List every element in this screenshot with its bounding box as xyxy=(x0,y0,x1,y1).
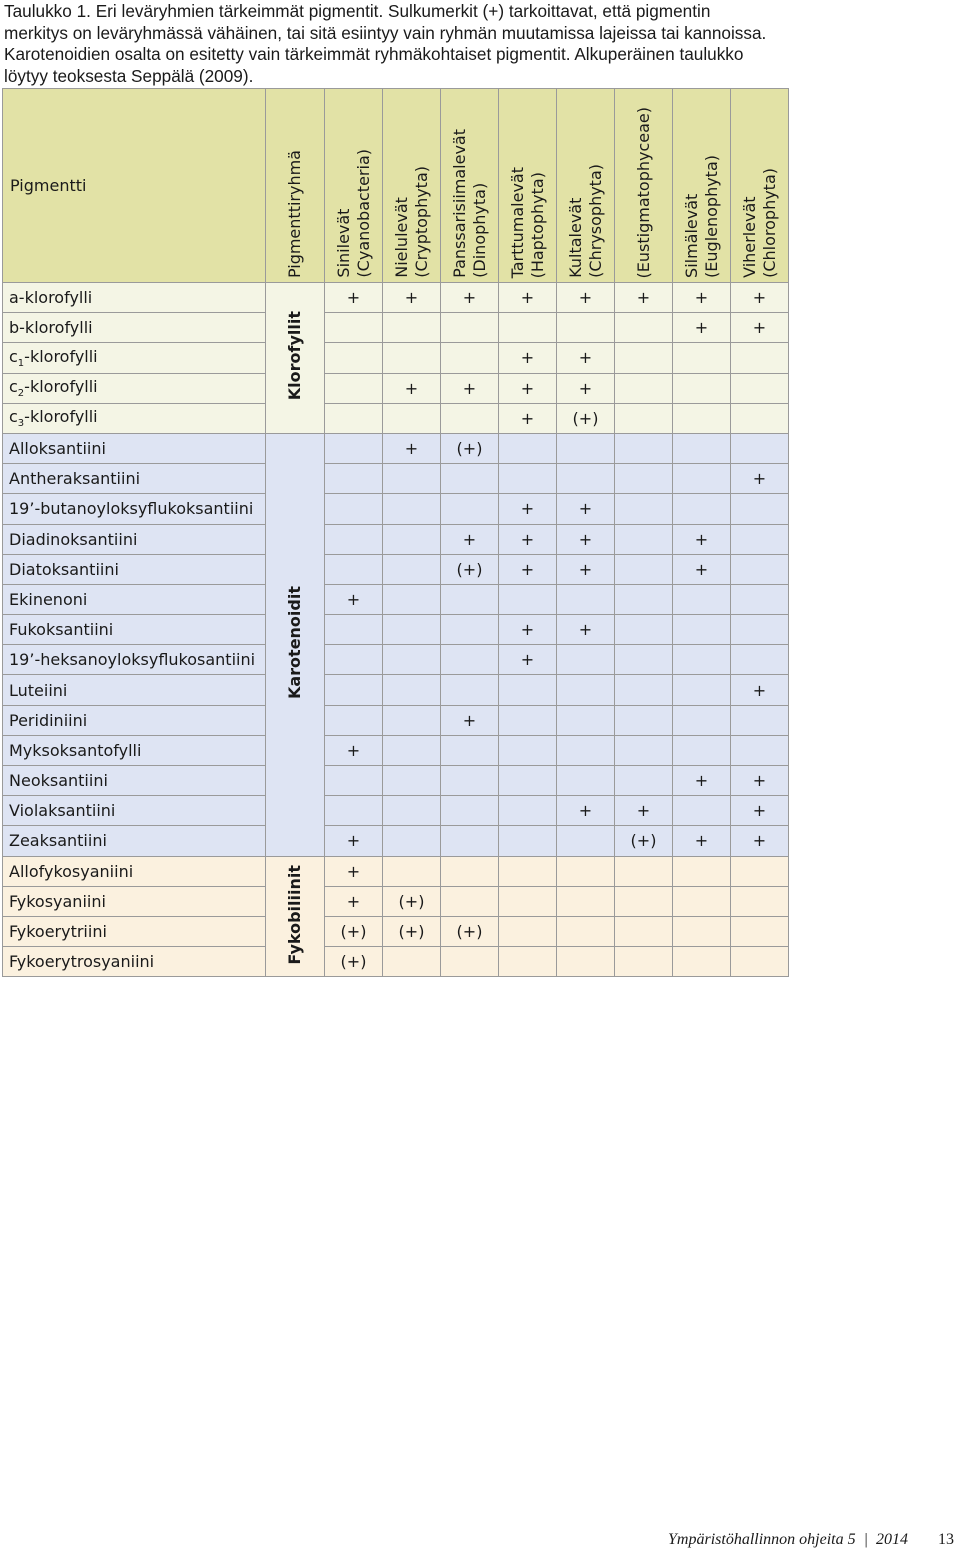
presence-cell xyxy=(325,675,383,705)
presence-cell: + xyxy=(731,283,789,313)
presence-cell xyxy=(673,615,731,645)
pigment-name: Neoksantiini xyxy=(3,766,266,796)
presence-cell xyxy=(383,494,441,524)
presence-cell: + xyxy=(557,796,615,826)
table-row xyxy=(3,403,789,433)
pigment-name: 19’-heksanoyloksyflukosantiini xyxy=(3,645,266,675)
pigment-name: Fykosyaniini xyxy=(3,886,266,916)
presence-cell: + xyxy=(325,735,383,765)
presence-cell xyxy=(383,464,441,494)
presence-cell xyxy=(731,584,789,614)
presence-cell: + xyxy=(441,705,499,735)
pigment-group-fykobiliinit: Fykobiliinit xyxy=(266,856,325,977)
presence-cell: + xyxy=(499,615,557,645)
presence-cell: + xyxy=(325,283,383,313)
presence-cell xyxy=(499,313,557,343)
presence-cell xyxy=(731,433,789,463)
table-row xyxy=(3,645,789,675)
pigment-name: Zeaksantiini xyxy=(3,826,266,856)
presence-cell: (+) xyxy=(441,554,499,584)
page-number: 13 xyxy=(938,1531,954,1548)
header-row xyxy=(3,89,789,283)
presence-cell xyxy=(499,735,557,765)
presence-cell: + xyxy=(557,373,615,403)
presence-cell: + xyxy=(557,343,615,373)
presence-cell xyxy=(673,403,731,433)
presence-cell xyxy=(557,766,615,796)
presence-cell xyxy=(557,947,615,977)
presence-cell xyxy=(615,705,673,735)
presence-cell xyxy=(731,947,789,977)
presence-cell xyxy=(325,464,383,494)
presence-cell xyxy=(383,584,441,614)
presence-cell: + xyxy=(499,343,557,373)
presence-cell xyxy=(615,886,673,916)
presence-cell xyxy=(499,856,557,886)
presence-cell xyxy=(383,645,441,675)
presence-cell xyxy=(441,886,499,916)
presence-cell xyxy=(499,796,557,826)
presence-cell: + xyxy=(615,283,673,313)
presence-cell xyxy=(731,916,789,946)
presence-cell: (+) xyxy=(383,916,441,946)
presence-cell: + xyxy=(557,283,615,313)
presence-cell xyxy=(441,494,499,524)
presence-cell: + xyxy=(731,675,789,705)
presence-cell xyxy=(673,705,731,735)
pigment-group-karotenoidit: Karotenoidit xyxy=(266,433,325,856)
presence-cell: + xyxy=(325,886,383,916)
presence-cell: + xyxy=(441,524,499,554)
presence-cell: + xyxy=(499,524,557,554)
presence-cell: + xyxy=(673,283,731,313)
table-row xyxy=(3,916,789,946)
footer-publication: Ympäristöhallinnon ohjeita xyxy=(668,1531,844,1548)
presence-cell xyxy=(731,403,789,433)
presence-cell: (+) xyxy=(325,947,383,977)
presence-cell xyxy=(615,343,673,373)
presence-cell xyxy=(325,373,383,403)
pigment-name: Violaksantiini xyxy=(3,796,266,826)
presence-cell xyxy=(383,615,441,645)
presence-cell xyxy=(441,796,499,826)
presence-cell: + xyxy=(673,826,731,856)
presence-cell xyxy=(499,916,557,946)
presence-cell xyxy=(731,554,789,584)
presence-cell: + xyxy=(615,796,673,826)
page-footer xyxy=(668,1531,954,1549)
header-pigment: Pigmentti xyxy=(3,89,266,283)
presence-cell xyxy=(731,856,789,886)
presence-cell xyxy=(615,373,673,403)
presence-cell xyxy=(383,524,441,554)
table-row xyxy=(3,524,789,554)
header-pigment-group: Pigmenttiryhmä xyxy=(266,89,325,283)
presence-cell xyxy=(499,464,557,494)
presence-cell xyxy=(325,615,383,645)
presence-cell xyxy=(673,675,731,705)
pigment-group-klorofyllit: Klorofyllit xyxy=(266,283,325,434)
presence-cell xyxy=(499,886,557,916)
presence-cell xyxy=(441,403,499,433)
presence-cell: + xyxy=(557,494,615,524)
pigment-name: Luteiini xyxy=(3,675,266,705)
pigment-name: Fukoksantiini xyxy=(3,615,266,645)
presence-cell xyxy=(441,615,499,645)
presence-cell xyxy=(673,584,731,614)
presence-cell xyxy=(615,947,673,977)
presence-cell xyxy=(383,705,441,735)
presence-cell: + xyxy=(673,313,731,343)
presence-cell xyxy=(615,675,673,705)
presence-cell xyxy=(673,947,731,977)
table-row xyxy=(3,705,789,735)
header-column: (Eustigmatophyceae) xyxy=(615,89,673,283)
presence-cell xyxy=(673,645,731,675)
presence-cell: + xyxy=(673,766,731,796)
table-row xyxy=(3,886,789,916)
presence-cell xyxy=(383,947,441,977)
presence-cell xyxy=(673,735,731,765)
table-caption xyxy=(4,1,954,87)
table-row xyxy=(3,433,789,463)
presence-cell: (+) xyxy=(441,433,499,463)
presence-cell xyxy=(673,433,731,463)
presence-cell xyxy=(731,615,789,645)
presence-cell xyxy=(325,494,383,524)
presence-cell: + xyxy=(441,373,499,403)
table-row xyxy=(3,826,789,856)
presence-cell xyxy=(499,947,557,977)
presence-cell xyxy=(499,766,557,796)
presence-cell xyxy=(325,313,383,343)
presence-cell xyxy=(325,796,383,826)
presence-cell xyxy=(615,494,673,524)
caption-line: merkitys on leväryhmässä vähäinen, tai sitä esiintyy vain ryhmän muutamissa lajeissa tai kannoissa. xyxy=(4,22,767,43)
presence-cell: (+) xyxy=(615,826,673,856)
presence-cell xyxy=(673,856,731,886)
presence-cell xyxy=(673,464,731,494)
presence-cell xyxy=(499,675,557,705)
presence-cell xyxy=(557,735,615,765)
pigment-name: Diatoksantiini xyxy=(3,554,266,584)
presence-cell: + xyxy=(499,645,557,675)
presence-cell xyxy=(499,705,557,735)
presence-cell xyxy=(615,524,673,554)
pigment-name: a-klorofylli xyxy=(3,283,266,313)
header-column: Silmälevät (Euglenophyta) xyxy=(673,89,731,283)
presence-cell xyxy=(325,705,383,735)
header-column: Nielulevät (Cryptophyta) xyxy=(383,89,441,283)
presence-cell xyxy=(731,645,789,675)
table-row xyxy=(3,947,789,977)
presence-cell xyxy=(383,826,441,856)
header-column: Sinilevät (Cyanobacteria) xyxy=(325,89,383,283)
presence-cell xyxy=(731,886,789,916)
presence-cell xyxy=(615,916,673,946)
table-row xyxy=(3,464,789,494)
presence-cell: + xyxy=(499,403,557,433)
presence-cell xyxy=(441,645,499,675)
presence-cell: + xyxy=(557,524,615,554)
presence-cell xyxy=(383,796,441,826)
table-row xyxy=(3,343,789,373)
presence-cell xyxy=(615,615,673,645)
presence-cell: + xyxy=(383,373,441,403)
presence-cell xyxy=(673,916,731,946)
presence-cell: + xyxy=(325,584,383,614)
presence-cell xyxy=(615,464,673,494)
presence-cell xyxy=(673,494,731,524)
presence-cell: + xyxy=(731,796,789,826)
table-row xyxy=(3,584,789,614)
presence-cell xyxy=(673,343,731,373)
header-column: Kultalevät (Chrysophyta) xyxy=(557,89,615,283)
presence-cell: + xyxy=(383,283,441,313)
presence-cell xyxy=(441,343,499,373)
pigment-name: b-klorofylli xyxy=(3,313,266,343)
pigment-name: 19’-butanoyloksyflukoksantiini xyxy=(3,494,266,524)
presence-cell: (+) xyxy=(325,916,383,946)
table-row xyxy=(3,796,789,826)
pigment-name: Allofykosyaniini xyxy=(3,856,266,886)
table-row xyxy=(3,554,789,584)
presence-cell xyxy=(383,554,441,584)
presence-cell xyxy=(499,826,557,856)
presence-cell xyxy=(557,826,615,856)
pigment-name: Antheraksantiini xyxy=(3,464,266,494)
table-row xyxy=(3,615,789,645)
presence-cell xyxy=(383,856,441,886)
presence-cell xyxy=(557,675,615,705)
presence-cell xyxy=(673,796,731,826)
presence-cell xyxy=(615,735,673,765)
presence-cell xyxy=(441,584,499,614)
header-column: Panssarisiimalevät (Dinophyta) xyxy=(441,89,499,283)
presence-cell xyxy=(325,343,383,373)
presence-cell xyxy=(499,433,557,463)
presence-cell: + xyxy=(383,433,441,463)
presence-cell xyxy=(731,705,789,735)
presence-cell: (+) xyxy=(441,916,499,946)
pigment-name: $c_2$-klorofylli xyxy=(3,373,266,403)
presence-cell xyxy=(383,735,441,765)
presence-cell xyxy=(615,584,673,614)
footer-separator: | xyxy=(863,1531,868,1548)
presence-cell: + xyxy=(557,554,615,584)
table-row xyxy=(3,675,789,705)
presence-cell xyxy=(557,464,615,494)
presence-cell xyxy=(731,494,789,524)
presence-cell xyxy=(615,403,673,433)
presence-cell xyxy=(557,886,615,916)
presence-cell: + xyxy=(673,554,731,584)
presence-cell xyxy=(383,343,441,373)
pigment-table xyxy=(2,88,789,977)
table-row xyxy=(3,313,789,343)
presence-cell xyxy=(557,856,615,886)
presence-cell xyxy=(383,313,441,343)
pigment-name: Ekinenoni xyxy=(3,584,266,614)
presence-cell xyxy=(673,373,731,403)
presence-cell xyxy=(325,403,383,433)
header-column: Tarttumalevät (Haptophyta) xyxy=(499,89,557,283)
presence-cell xyxy=(383,766,441,796)
presence-cell xyxy=(325,524,383,554)
presence-cell xyxy=(325,433,383,463)
presence-cell: + xyxy=(325,856,383,886)
presence-cell xyxy=(383,403,441,433)
presence-cell: + xyxy=(731,313,789,343)
presence-cell: + xyxy=(499,554,557,584)
presence-cell xyxy=(615,645,673,675)
table-row xyxy=(3,766,789,796)
table-row xyxy=(3,373,789,403)
presence-cell xyxy=(441,464,499,494)
presence-cell xyxy=(441,766,499,796)
presence-cell: + xyxy=(441,283,499,313)
presence-cell xyxy=(557,313,615,343)
presence-cell xyxy=(325,645,383,675)
pigment-name: Myksoksantofylli xyxy=(3,735,266,765)
presence-cell xyxy=(615,313,673,343)
presence-cell xyxy=(615,856,673,886)
table-row xyxy=(3,735,789,765)
presence-cell: (+) xyxy=(557,403,615,433)
presence-cell: (+) xyxy=(383,886,441,916)
presence-cell xyxy=(441,826,499,856)
presence-cell xyxy=(383,675,441,705)
presence-cell xyxy=(731,735,789,765)
presence-cell xyxy=(731,373,789,403)
pigment-name: Diadinoksantiini xyxy=(3,524,266,554)
pigment-name: Alloksantiini xyxy=(3,433,266,463)
presence-cell: + xyxy=(731,826,789,856)
table-row xyxy=(3,494,789,524)
pigment-name: $c_1$-klorofylli xyxy=(3,343,266,373)
presence-cell xyxy=(325,554,383,584)
presence-cell xyxy=(615,554,673,584)
presence-cell: + xyxy=(557,615,615,645)
caption-line: Taulukko 1. Eri leväryhmien tärkeimmät pigmentit. Sulkumerkit (+) tarkoittavat, että pigmentin xyxy=(4,1,711,21)
footer-number: 5 xyxy=(847,1531,856,1548)
presence-cell: + xyxy=(499,373,557,403)
footer-year: 2014 xyxy=(876,1531,908,1548)
presence-cell xyxy=(441,675,499,705)
presence-cell: + xyxy=(499,283,557,313)
presence-cell xyxy=(731,343,789,373)
presence-cell xyxy=(557,916,615,946)
presence-cell: + xyxy=(499,494,557,524)
pigment-name: Fykoerytrosyaniini xyxy=(3,947,266,977)
presence-cell xyxy=(441,947,499,977)
pigment-name: $c_3$-klorofylli xyxy=(3,403,266,433)
presence-cell: + xyxy=(731,464,789,494)
presence-cell: + xyxy=(325,826,383,856)
presence-cell: + xyxy=(673,524,731,554)
caption-line: Karotenoidien osalta on esitetty vain tärkeimmät ryhmäkohtaiset pigmentit. Alkuperäinen taulukko xyxy=(4,44,744,65)
presence-cell xyxy=(673,886,731,916)
presence-cell xyxy=(615,433,673,463)
presence-cell xyxy=(557,433,615,463)
presence-cell: + xyxy=(731,766,789,796)
presence-cell xyxy=(441,856,499,886)
presence-cell xyxy=(615,766,673,796)
presence-cell xyxy=(557,645,615,675)
presence-cell xyxy=(325,766,383,796)
caption-line: löytyy teoksesta Seppälä (2009). xyxy=(4,65,254,86)
presence-cell xyxy=(499,584,557,614)
presence-cell xyxy=(557,705,615,735)
pigment-name: Peridiniini xyxy=(3,705,266,735)
presence-cell xyxy=(441,313,499,343)
presence-cell xyxy=(731,524,789,554)
table-row xyxy=(3,856,789,886)
table-row xyxy=(3,283,789,313)
presence-cell xyxy=(557,584,615,614)
header-column: Viherlevät (Chlorophyta) xyxy=(731,89,789,283)
table-body xyxy=(3,283,789,977)
presence-cell xyxy=(441,735,499,765)
pigment-name: Fykoerytriini xyxy=(3,916,266,946)
